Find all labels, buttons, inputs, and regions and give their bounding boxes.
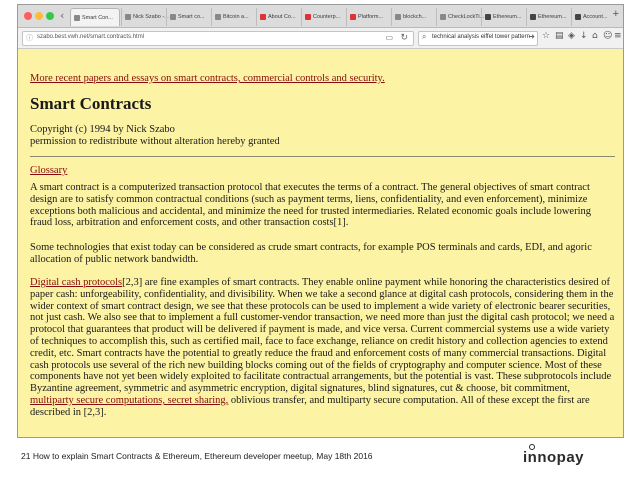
home-icon[interactable]: ⌂ xyxy=(592,31,598,41)
minimize-window-button[interactable] xyxy=(35,12,43,20)
permission-line: permission to redistribute without alteration hereby granted xyxy=(30,136,280,147)
favicon-icon xyxy=(350,14,356,20)
favicon-icon xyxy=(305,14,311,20)
favicon-icon xyxy=(170,14,176,20)
tab-6[interactable]: Counterp... xyxy=(301,8,351,26)
download-icon[interactable]: ↓ xyxy=(580,31,588,41)
clipboard-icon[interactable]: ▤ xyxy=(555,31,564,41)
paragraph-1: A smart contract is a computerized transaction protocol that executes the terms of a contract. The general objectives of smart contract design are to satisfy common contractual conditions (such as payment terms, liens, confidentiality, and even enforcement), minimize exceptions both malicious and accidental, and minimize the need for trusted intermediaries. Related economic goals include lowering fraud loss, arbitration and enforcement costs, and other transaction costs[1]. xyxy=(30,182,591,229)
info-icon: ⓘ xyxy=(26,35,33,42)
browser-window xyxy=(17,4,624,438)
tab-1[interactable]: Smart Con... xyxy=(70,8,120,26)
reader-view-icon[interactable]: ▭ xyxy=(385,33,393,42)
page-title: Smart Contracts xyxy=(30,94,152,113)
shield-icon[interactable]: ◈ xyxy=(568,31,575,41)
recent-papers-link[interactable]: More recent papers and essays on smart contracts, commercial controls and security. xyxy=(30,73,385,84)
url-text: szabo.best.vwh.net/smart.contracts.html xyxy=(37,34,145,40)
tab-3[interactable]: Smart co... xyxy=(166,8,216,26)
favicon-icon xyxy=(440,14,446,20)
back-arrow-icon[interactable]: ‹ xyxy=(60,9,65,22)
glossary-link[interactable]: Glossary xyxy=(30,165,68,176)
copyright-block xyxy=(30,124,280,148)
maximize-window-button[interactable] xyxy=(46,12,54,20)
tab-12[interactable]: Account... xyxy=(571,8,609,26)
tab-bar xyxy=(18,5,623,28)
paragraph-3-body: [2,3] are fine examples of smart contracts. They enable online payment while honoring the characteristics desired of paper cash: unforgeability, confidentiality, and divisibility. When we take a second glance at digital cash protocols, considering them in the wider context of smart contract design, we see that these protocols can be used to implement a wide variety of electronic bearer securities, not just cash. We also see that to implement a full customer-vendor transaction, we need more than just the digital cash protocol; we need a protocol that guarantees that product will be delivered if payment is made, and vice versa. Current commercial systems use a wide variety of techniques to accomplish this, such as certified mail, face to face exchange, reliance on credit history and collection agencies to extend credit, etc. Smart contracts have the potential to greatly reduce the fraud and enforcement costs of many commercial transactions. Digital cash protocols use several of the rich new building blocks coming out of the fields of cryptography and computer science. Most of these components have not yet been widely exploited to facilitate contractual arrangements, but the potential is vast. These subprotocols include Byzantine agreement, symmetric and asymmetric encryption, digital signatures, blind signatures, cut & choose, bit commitment, xyxy=(30,277,615,395)
search-input[interactable] xyxy=(418,31,538,46)
chat-icon[interactable]: ☺ xyxy=(603,31,613,41)
favicon-icon xyxy=(125,14,131,20)
tab-4[interactable]: Bitcoin a... xyxy=(211,8,261,26)
paragraph-3-tail: oblivious transfer, and multiparty secure computation. All of these except the first are described in [2,3]. xyxy=(30,394,590,418)
tab-10[interactable]: Ethereum... xyxy=(481,8,531,26)
search-go-icon[interactable]: ➜ xyxy=(528,32,535,41)
slide-footer: 21 How to explain Smart Contracts & Ethereum, Ethereum developer meetup, May 18th 2016 xyxy=(21,451,373,461)
favicon-icon xyxy=(530,14,536,20)
tab-7[interactable]: Platform... xyxy=(346,8,396,26)
favicon-icon xyxy=(485,14,491,20)
tab-9[interactable]: CheckLockTi... xyxy=(436,8,486,26)
new-tab-icon[interactable]: + xyxy=(612,8,619,20)
divider xyxy=(30,156,615,157)
paragraph-2: Some technologies that exist today can be considered as crude smart contracts, for example POS terminals and cards, EDI, and agoric allocation of public network bandwidth. xyxy=(30,242,592,265)
close-window-button[interactable] xyxy=(24,12,32,20)
favicon-icon xyxy=(215,14,221,20)
favicon-icon xyxy=(260,14,266,20)
paragraph-3 xyxy=(30,277,615,419)
favicon-icon xyxy=(395,14,401,20)
favicon-icon xyxy=(74,15,80,21)
multiparty-link[interactable]: multiparty secure computations, secret sharing, xyxy=(30,394,229,406)
tab-2[interactable]: Nick Szabo -... xyxy=(121,8,171,26)
menu-icon[interactable]: ≡ xyxy=(614,31,622,41)
address-bar[interactable] xyxy=(22,31,414,46)
favicon-icon xyxy=(575,14,581,20)
star-icon[interactable]: ☆ xyxy=(542,31,551,41)
copyright-line: Copyright (c) 1994 by Nick Szabo xyxy=(30,124,175,135)
search-value: technical analysis eiffel tower pattern xyxy=(432,34,530,40)
tab-8[interactable]: blockch... xyxy=(391,8,441,26)
digital-cash-link[interactable]: Digital cash protocols xyxy=(30,277,123,288)
tab-11[interactable]: Ethereum... xyxy=(526,8,576,26)
toolbar xyxy=(18,28,623,49)
reload-icon[interactable]: ↻ xyxy=(400,32,408,42)
search-icon: ⌕ xyxy=(422,32,427,41)
innopay-logo: innopay xyxy=(523,449,585,466)
tab-5[interactable]: About Co... xyxy=(256,8,306,26)
web-page xyxy=(18,49,623,437)
